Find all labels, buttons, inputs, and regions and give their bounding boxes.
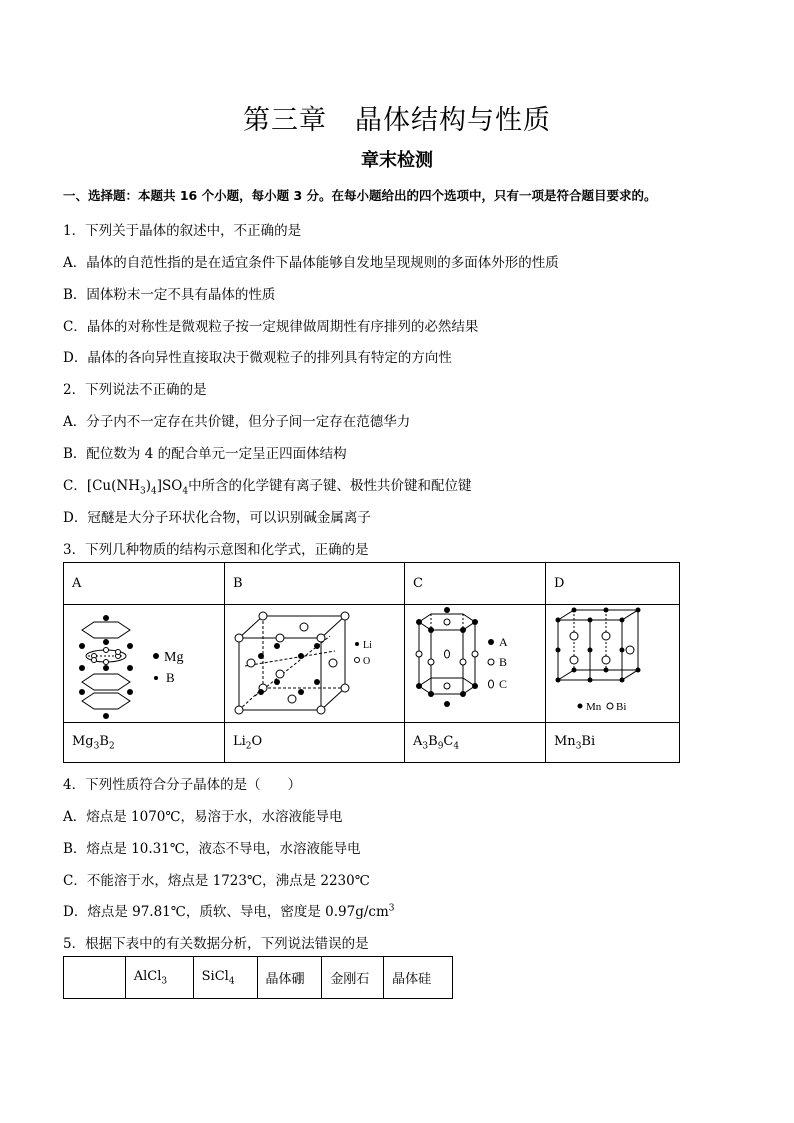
q2-c-sub-1: 3 (139, 486, 146, 497)
q5-header-text: AlCl (133, 968, 162, 984)
q4-option-a: A．熔点是 1070℃，易溶于水，水溶液能导电 (63, 809, 343, 825)
q5-header-diamond (322, 957, 384, 999)
q4-option-b: B．熔点是 10.31℃，液态不导电，水溶液能导电 (63, 841, 361, 857)
b2-legend-dot (488, 659, 494, 665)
formula-part: C (443, 733, 454, 749)
q5-header-text: 晶体硼 (265, 972, 305, 987)
mn-legend-dot (578, 703, 583, 708)
q3-diagram-row (64, 605, 680, 723)
q3-header-c: C (405, 563, 546, 605)
q3-formula-a (64, 723, 225, 763)
formula-part: B (428, 733, 438, 749)
q5-header-sicl4 (193, 957, 257, 999)
legend-o: O (363, 655, 371, 667)
legend-bi: Bi (616, 700, 627, 713)
q5-header-row (64, 957, 453, 999)
formula-sub: 4 (453, 741, 460, 752)
q3-cell-c (405, 605, 546, 723)
q3-header-row (64, 563, 680, 605)
o-legend-dot (355, 657, 360, 662)
b-legend-dot (154, 676, 158, 680)
formula-sub: 3 (422, 741, 429, 752)
bi-legend-dot (607, 703, 613, 709)
a-legend-dot (488, 639, 494, 645)
section-heading: 一、选择题：本题共 16 个小题，每小题 3 分。在每小题给出的四个选项中，只有一项是符合题目要求的。 (63, 188, 657, 203)
formula-sub: 9 (437, 741, 444, 752)
q1-option-b: B．固体粉末一定不具有晶体的性质 (63, 287, 276, 303)
formula-sub: 3 (575, 741, 582, 752)
q5-stem: 5．根据下表中的有关数据分析，下列说法错误的是 (63, 936, 369, 952)
q2-option-b: B．配位数为 4 的配合单元一定呈正四面体结构 (63, 446, 347, 462)
formula-part: B (99, 733, 109, 749)
q5-header-text: SiCl (201, 968, 229, 984)
q2-c-text-3: ]SO (156, 478, 183, 494)
q5-header-alcl3 (125, 957, 193, 999)
formula-part: Bi (581, 733, 596, 749)
legend-mn: Mn (586, 700, 602, 713)
q3-cell-b (225, 605, 405, 723)
q2-stem: 2．下列说法不正确的是 (63, 382, 207, 398)
abc-structure-diagram (405, 606, 545, 722)
q5-header-text: 晶体硅 (392, 972, 432, 987)
q3-structure-table (63, 562, 680, 763)
q3-header-d: D (546, 563, 680, 605)
q5-header-empty (64, 957, 126, 999)
q2-c-sub-2: 4 (151, 486, 157, 497)
q5-data-table (63, 956, 453, 999)
q3-cell-d (546, 605, 680, 723)
q3-formula-row (64, 723, 680, 763)
q2-option-a: A．分子内不一定存在共价键，但分子间一定存在范德华力 (63, 414, 411, 430)
c-legend-dot (489, 680, 494, 688)
legend-c: C (499, 676, 508, 691)
q2-c-text-4: 中所含的化学键有离子键、极性共价键和配位键 (188, 478, 472, 494)
q1-stem: 1．下列关于晶体的叙述中，不正确的是 (63, 223, 302, 239)
li2o-structure-diagram (225, 606, 404, 722)
q3-formula-b (225, 723, 405, 763)
formula-sub: 2 (245, 741, 252, 752)
q3-header-a: A (64, 563, 225, 605)
q3-formula-c (405, 723, 546, 763)
legend-b: B (166, 669, 175, 685)
q5-header-sub: 3 (161, 976, 168, 987)
q2-option-d: D．冠醚是大分子环状化合物，可以识别碱金属离子 (63, 510, 371, 526)
legend-a: A (499, 634, 508, 649)
q4-option-c: C．不能溶于水，熔点是 1723℃，沸点是 2230℃ (63, 873, 370, 889)
formula-part: A (413, 733, 423, 749)
mg-legend-dot (153, 653, 159, 659)
q5-header-silicon (384, 957, 453, 999)
q2-option-c (63, 474, 472, 497)
q5-header-boron (257, 957, 322, 999)
formula-part: Mg (72, 733, 94, 749)
q1-option-a: A．晶体的自范性指的是在适宜条件下晶体能够自发地呈现规则的多面体外形的性质 (63, 255, 559, 271)
q1-option-c: C．晶体的对称性是微观粒子按一定规律做周期性有序排列的必然结果 (63, 319, 479, 335)
q3-cell-a (64, 605, 225, 723)
formula-part: O (251, 733, 263, 749)
q5-header-text: 金刚石 (330, 972, 370, 987)
mnbi-structure-diagram (546, 606, 679, 722)
legend-li: Li (363, 639, 372, 651)
q3-formula-d (546, 723, 680, 763)
formula-sub: 3 (93, 741, 100, 752)
page-title: 第三章 晶体结构与性质 (243, 105, 551, 136)
q2-c-sub-3: 4 (182, 486, 189, 497)
legend-b2: B (499, 654, 508, 669)
q4-d-sup: 3 (388, 903, 395, 914)
q4-option-d (63, 900, 395, 920)
formula-sub: 2 (108, 741, 115, 752)
q1-option-d: D．晶体的各向异性直接取决于微观粒子的排列具有特定的方向性 (63, 350, 452, 366)
q3-header-b: B (225, 563, 405, 605)
q4-stem: 4．下列性质符合分子晶体的是（ ） (63, 777, 302, 793)
page-subtitle: 章末检测 (361, 150, 433, 171)
q4-d-text: D．熔点是 97.81℃，质软、导电，密度是 0.97g/cm (63, 904, 389, 920)
q3-stem: 3．下列几种物质的结构示意图和化学式，正确的是 (63, 542, 369, 558)
q2-c-text-1: C．[Cu(NH (63, 478, 140, 494)
formula-part: Li (233, 733, 246, 749)
legend-mg: Mg (164, 649, 184, 665)
q5-header-sub: 4 (228, 976, 235, 987)
formula-part: Mn (554, 733, 576, 749)
mgb-structure-diagram (64, 606, 224, 722)
q2-c-text-2: ) (145, 478, 151, 494)
li-legend-dot (355, 642, 359, 646)
